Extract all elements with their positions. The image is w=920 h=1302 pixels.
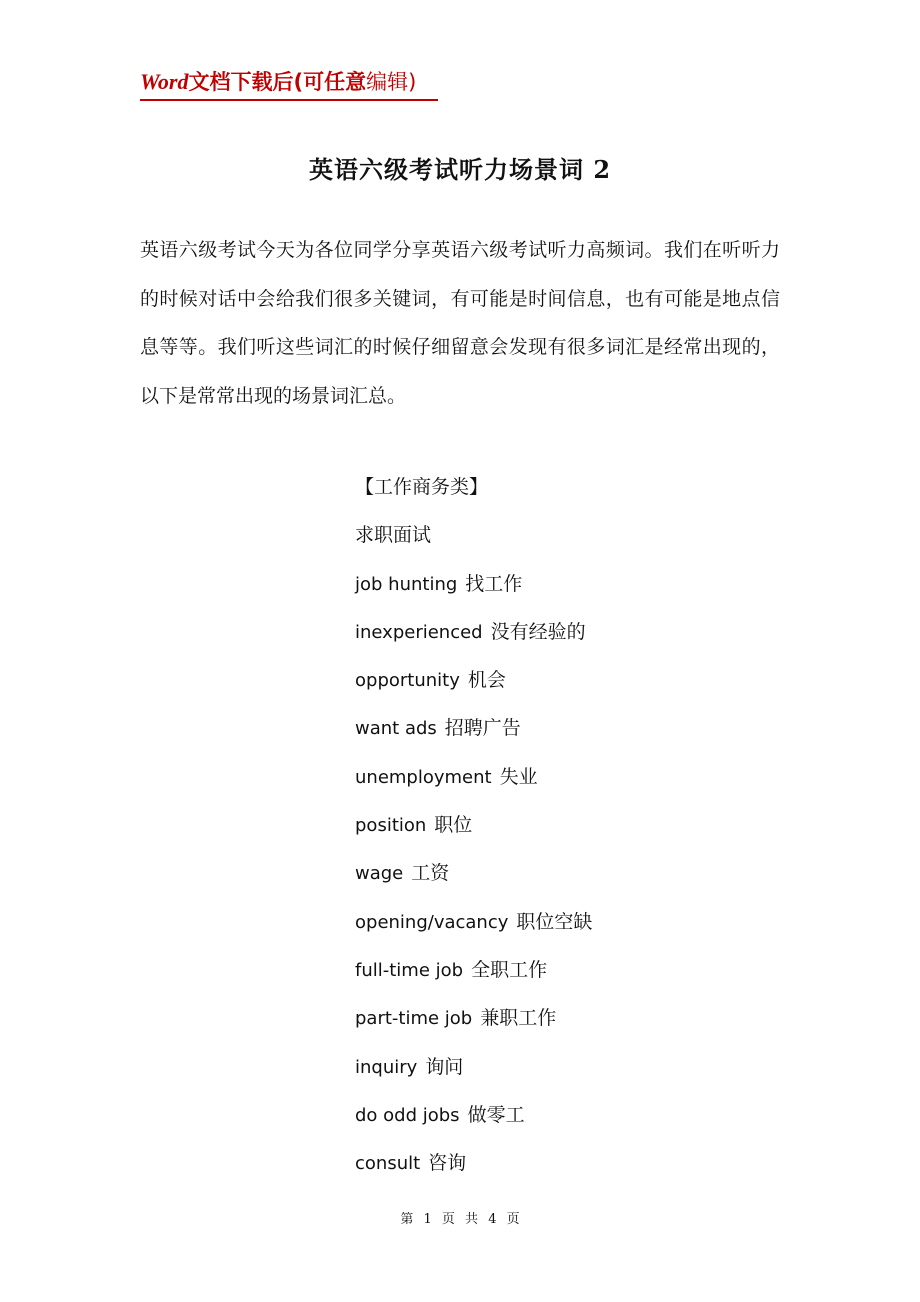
vocab-chinese: 询问 (425, 1055, 464, 1078)
vocab-english: inquiry (355, 1056, 418, 1078)
section-heading: 【工作商务类】 (355, 476, 489, 498)
vocab-chinese: 做零工 (467, 1103, 525, 1126)
vocab-entry (355, 1046, 592, 1094)
vocab-entry (355, 756, 592, 804)
vocab-entry (355, 997, 592, 1045)
vocab-english: unemployment (355, 766, 492, 788)
page-footer: 第 1 页 共 4 页 (400, 1212, 520, 1227)
vocab-chinese: 职位空缺 (516, 910, 593, 933)
vocab-english: wage (355, 863, 404, 885)
vocab-chinese: 找工作 (465, 572, 523, 595)
vocab-english: want ads (355, 718, 437, 740)
intro-paragraph: 英语六级考试今天为各位同学分享英语六级考试听力高频词。我们在听听力的时候对话中会给我们很多关键词，有可能是时间信息，也有可能是地点信息等等。我们听这些词汇的时候仔细留意会发现有很多词汇是经常出现的，以下是常常出现的场景词汇总。 (140, 239, 780, 407)
banner-brand: Word (140, 69, 189, 94)
vocab-chinese: 咨询 (428, 1152, 467, 1175)
vocab-entry (355, 804, 592, 852)
vocab-chinese: 全职工作 (471, 958, 548, 981)
vocabulary-list (355, 466, 592, 1190)
vocab-english: inexperienced (355, 621, 483, 643)
section-subheading: 求职面试 (355, 524, 432, 547)
vocab-chinese: 工资 (411, 862, 450, 885)
vocab-english: consult (355, 1153, 421, 1175)
vocab-chinese: 没有经验的 (490, 620, 586, 643)
banner-text: 文档下载后(可任意 (188, 70, 367, 94)
vocab-english: opening/vacancy (355, 911, 509, 933)
vocab-chinese: 兼职工作 (480, 1007, 557, 1030)
vocab-english: part-time job (355, 1008, 473, 1030)
vocab-chinese: 失业 (499, 765, 538, 788)
document-title: 英语六级考试听力场景词 2 (308, 155, 612, 184)
vocab-english: full-time job (355, 959, 464, 981)
vocab-entry (355, 949, 592, 997)
vocab-entry (355, 611, 592, 659)
vocab-entry (355, 852, 592, 900)
vocab-entry (355, 707, 592, 755)
banner-text-light: 编辑) (366, 70, 417, 94)
vocab-english: job hunting (355, 573, 458, 595)
download-banner (140, 66, 438, 101)
vocab-entry (355, 1094, 592, 1142)
vocab-entry (355, 1142, 592, 1190)
vocab-entry (355, 659, 592, 707)
vocab-chinese: 机会 (467, 669, 506, 692)
vocab-english: position (355, 815, 427, 837)
vocab-english: opportunity (355, 670, 460, 692)
vocab-entry (355, 563, 592, 611)
vocab-english: do odd jobs (355, 1104, 460, 1126)
vocab-chinese: 职位 (434, 814, 473, 837)
vocab-entry (355, 901, 592, 949)
vocab-chinese: 招聘广告 (444, 717, 521, 740)
